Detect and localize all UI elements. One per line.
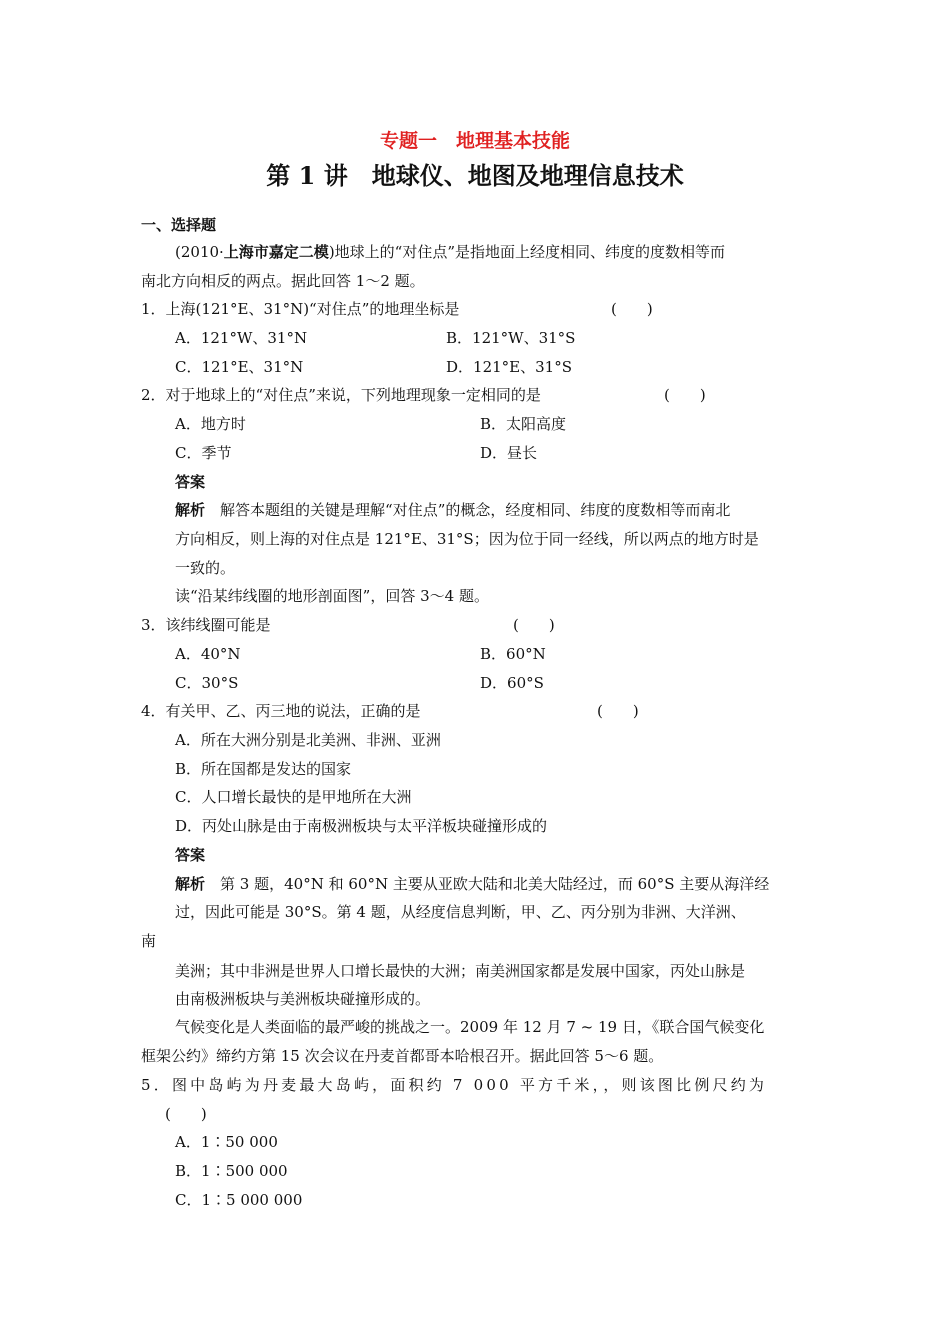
q3-option-b: B．60°N: [480, 645, 546, 663]
intro2: 读“沿某纬线圈的地形剖面图”，回答 3～4 题。: [175, 587, 489, 605]
q4-option-d: D．丙处山脉是由于南极洲板块与太平洋板块碰撞形成的: [175, 817, 548, 835]
q3-option-d: D．60°S: [480, 674, 544, 692]
q4-option-c: C．人口增长最快的是甲地所在大洲: [175, 788, 412, 806]
intro1-rest: )地球上的“对住点”是指地面上经度相同、纬度的度数相等而: [328, 243, 726, 261]
q5-option-b: B．1∶500 000: [175, 1162, 288, 1180]
q2-stem: 2．对于地球上的“对住点”来说，下列地理现象一定相同的是: [141, 386, 541, 404]
q1-option-d: D．121°E、31°S: [446, 358, 572, 376]
explanation-1-line3: 一致的。: [175, 559, 236, 577]
q4-option-b: B．所在国都是发达的国家: [175, 760, 352, 778]
q5-answer-paren: ( ): [165, 1105, 207, 1123]
answer-label: 答案: [175, 473, 206, 491]
q4-option-a: A．所在大洲分别是北美洲、非洲、亚洲: [175, 731, 441, 749]
q2-option-b: B．太阳高度: [480, 415, 567, 433]
explanation-2-text: 第 3 题，40°N 和 60°N 主要从亚欧大陆和北美大陆经过，而 60°S 主要从海洋经: [220, 875, 770, 893]
q2-option-a: A．地方时: [175, 415, 246, 433]
q5-option-a: A．1∶50 000: [175, 1133, 278, 1151]
q3-answer-paren: ( ): [513, 616, 555, 634]
explanation-1-text: 解答本题组的关键是理解“对住点”的概念，经度相同、纬度的度数相等而南北: [220, 501, 731, 519]
q1-option-b: B．121°W、31°S: [446, 329, 576, 347]
q1-answer-paren: ( ): [611, 300, 653, 318]
q2-option-c: C．季节: [175, 444, 232, 462]
explanation-label-2: 解析: [175, 875, 206, 893]
explanation-1-line2: 方向相反，则上海的对住点是 121°E、31°S；因为位于同一经线，所以两点的地方时是: [175, 530, 759, 548]
q3-option-a: A．40°N: [175, 645, 241, 663]
explanation-2-line2: 过，因此可能是 30°S。第 4 题，从经度信息判断，甲、乙、丙分别为非洲、大洋洲、: [175, 903, 746, 921]
explanation-2-line4: 美洲；其中非洲是世界人口增长最快的大洲；南美洲国家都是发展中国家，丙处山脉是: [175, 962, 746, 980]
q1-option-a: A．121°W、31°N: [175, 329, 308, 347]
explanation-2-line5: 由南极洲板块与美洲板块碰撞形成的。: [175, 990, 431, 1008]
q2-answer-paren: ( ): [664, 386, 706, 404]
q2-option-d: D．昼长: [480, 444, 538, 462]
q4-answer-paren: ( ): [597, 702, 639, 720]
explanation-2-line1: [175, 874, 769, 894]
intro1-source: 上海市嘉定二模: [223, 243, 329, 261]
intro1-prefix: (2010·: [175, 243, 224, 261]
topic-title: 专题一 地理基本技能: [379, 130, 570, 152]
answer-label-2: 答案: [175, 846, 206, 864]
intro3-line2: 框架公约》缔约方第 15 次会议在丹麦首都哥本哈根召开。据此回答 5～6 题。: [141, 1047, 664, 1065]
q3-option-c: C．30°S: [175, 674, 239, 692]
q5-option-c: C．1∶5 000 000: [175, 1191, 303, 1209]
intro3-line1: 气候变化是人类面临的最严峻的挑战之一。2009 年 12 月 7 ~ 19 日，《联合国气候变化: [175, 1018, 765, 1036]
lecture-title: 第 1 讲 地球仪、地图及地理信息技术: [266, 161, 684, 190]
section-title: 一、选择题: [141, 216, 217, 234]
intro1-line2: 南北方向相反的两点。据此回答 1～2 题。: [141, 272, 425, 290]
q3-stem: 3．该纬线圈可能是: [141, 616, 271, 634]
q4-stem: 4．有关甲、乙、丙三地的说法，正确的是: [141, 702, 421, 720]
q1-stem: 1．上海(121°E、31°N)“对住点”的地理坐标是: [141, 300, 460, 318]
q1-option-c: C．121°E、31°N: [175, 358, 304, 376]
explanation-2-line3: 南: [141, 932, 157, 950]
intro1-line1: [175, 242, 725, 262]
q5-stem: 5．图中岛屿为丹麦最大岛屿，面积约 7 000 平方千米，，则该图比例尺约为: [141, 1076, 768, 1094]
explanation-label: 解析: [175, 501, 206, 519]
explanation-1-line1: [175, 500, 730, 520]
